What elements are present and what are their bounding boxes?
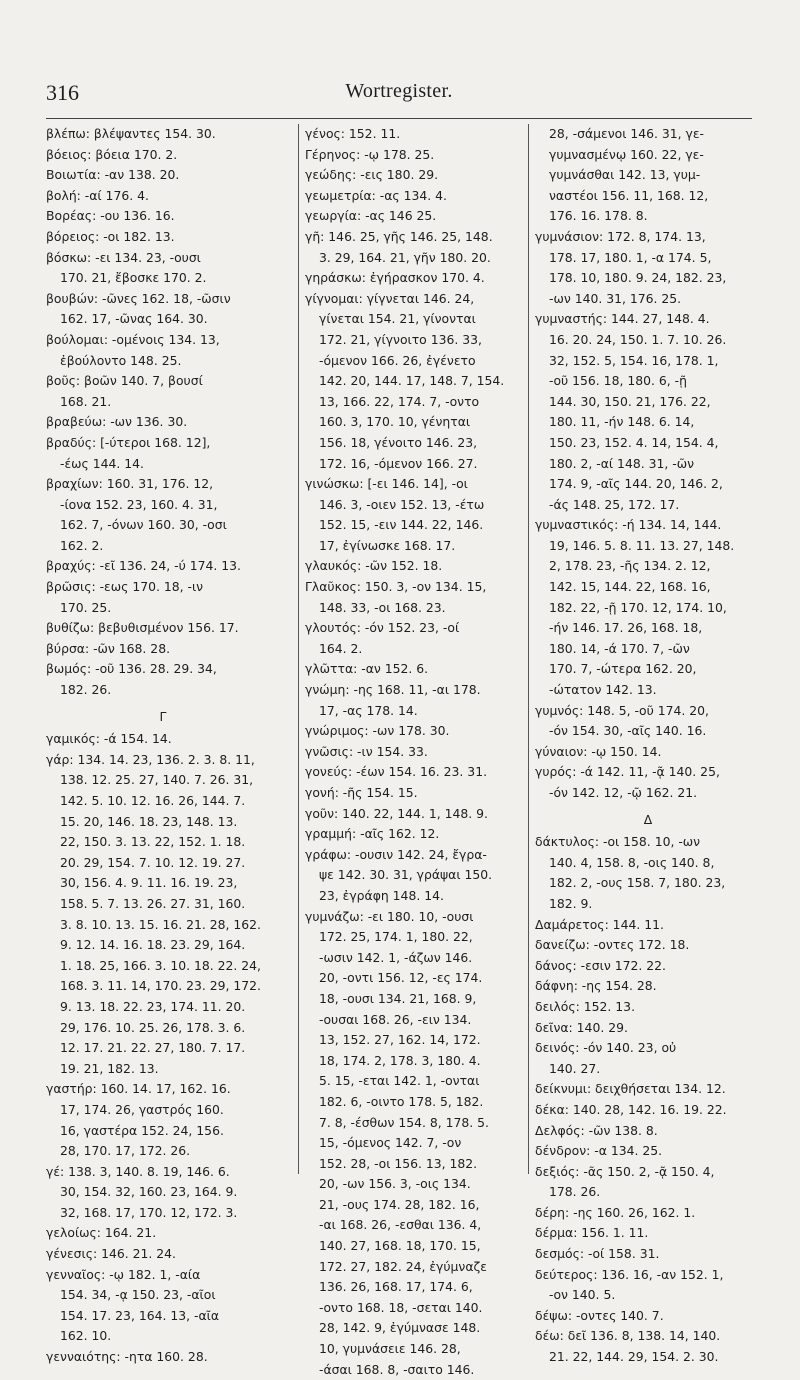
entry-line: 28, 142. 9, ἐγύμνασε 148. [319, 1320, 481, 1336]
entry-line: γελοίως: 164. 21. [46, 1225, 157, 1241]
entry-line: γύναιον: -ῳ 150. 14. [535, 743, 662, 759]
entry-line: -ήν 146. 17. 26, 168. 18, [549, 620, 703, 636]
entry-line: 146. 3, -οιεν 152. 13, -έτω [319, 496, 485, 512]
entry-line: δεξιός: -ᾶς 150. 2, -ᾷ 150. 4, [535, 1163, 715, 1179]
entry-line: 15, -όμενος 142. 7, -ον [319, 1135, 462, 1151]
entry-line: 142. 15, 144. 22, 168. 16, [549, 579, 711, 595]
entry-line: βυθίζω: βεβυθισμένον 156. 17. [46, 620, 239, 636]
entry-line: -ώτατον 142. 13. [549, 682, 657, 698]
entry-line: βύρσα: -ῶν 168. 28. [46, 640, 171, 656]
entry-line: βραχίων: 160. 31, 176. 12, [46, 476, 214, 492]
entry-line: γενναιότης: -ητα 160. 28. [46, 1349, 208, 1365]
entry-line: 158. 5. 7. 13. 26. 27. 31, 160. [60, 895, 246, 911]
entry-line: -όν 154. 30, -αῖς 140. 16. [549, 723, 707, 739]
entry-line: γεωμετρία: -ας 134. 4. [305, 187, 447, 203]
entry-line: 180. 11, -ήν 148. 6. 14, [549, 414, 695, 430]
entry-line: γάρ: 134. 14. 23, 136. 2. 3. 8. 11, [46, 751, 255, 767]
entry-line: 23, ἐγράφη 148. 14. [319, 887, 444, 903]
entry-line: δάνος: -εσιν 172. 22. [535, 957, 666, 973]
entry-line: -άσαι 168. 8, -σαιτο 146. [319, 1361, 475, 1377]
entry-line: 7. 8, -έσθων 154. 8, 178. 5. [319, 1114, 489, 1130]
entry-line: 170. 25. [60, 599, 112, 615]
entry-line: δεῖνα: 140. 29. [535, 1019, 628, 1035]
entry-line: -οντο 168. 18, -σεται 140. [319, 1299, 483, 1315]
entry-line: γοῦν: 140. 22, 144. 1, 148. 9. [305, 805, 488, 821]
entry-line: γλῶττα: -αν 152. 6. [305, 661, 429, 677]
entry-line: γλαυκός: -ῶν 152. 18. [305, 558, 443, 574]
entry-line: 180. 2, -αί 148. 31, -ῶν [549, 455, 694, 471]
entry-line: βόσκω: -ει 134. 23, -ουσι [46, 249, 201, 265]
column-3-entries-after [535, 832, 761, 1367]
entry-line: γονή: -ῆς 154. 15. [305, 785, 418, 800]
entry-line: 16, γαστέρα 152. 24, 156. [60, 1122, 224, 1138]
entry-line: βραβεύω: -ων 136. 30. [46, 414, 188, 430]
entry-line: 144. 30, 150. 21, 176. 22, [549, 393, 711, 409]
entry-line: 178. 10, 180. 9. 24, 182. 23, [549, 270, 727, 286]
entry-line: 182. 26. [60, 682, 112, 698]
header-rule [46, 118, 752, 119]
entry-line: 140. 4, 158. 8, -οις 140. 8, [549, 854, 715, 870]
running-title: Wortregister. [345, 80, 453, 102]
entry-line: 19. 21, 182. 13. [60, 1060, 159, 1076]
entry-line: 172. 27, 182. 24, ἐγύμναζε [319, 1258, 487, 1274]
entry-line: βολή: -αί 176. 4. [46, 187, 149, 203]
entry-line: 30, 156. 4. 9. 11. 16. 19. 23, [60, 875, 238, 891]
entry-line: γενναῖος: -ῳ 182. 1, -αία [46, 1266, 201, 1282]
entry-line: Γλαῦκος: 150. 3, -ον 134. 15, [305, 579, 487, 595]
entry-line: γένεσις: 146. 21. 24. [46, 1246, 176, 1262]
entry-line: δάφνη: -ης 154. 28. [535, 978, 657, 994]
entry-line: 20, -ων 156. 3, -οις 134. [319, 1176, 471, 1192]
entry-line: 148. 33, -οι 168. 23. [319, 599, 446, 615]
column-1 [46, 124, 280, 1368]
entry-line: γλουτός: -όν 152. 23, -οί [305, 620, 460, 636]
entry-line: γεώδης: -εις 180. 29. [305, 167, 439, 183]
entry-line: 9. 13. 18. 22. 23, 174. 11. 20. [60, 998, 246, 1014]
entry-line: 17, ἐγίνωσκε 168. 17. [319, 537, 456, 553]
entry-line: 140. 27, 168. 18, 170. 15, [319, 1238, 481, 1254]
entry-line: βοῦς: βοῶν 140. 7, βουσί [46, 373, 203, 389]
entry-line: 172. 21, γίγνοιτο 136. 33, [319, 331, 482, 347]
column-3 [528, 124, 761, 1365]
entry-line: Δαμάρετος: 144. 11. [535, 916, 664, 932]
entry-line: 13, 166. 22, 174. 7, -οντο [319, 393, 480, 409]
entry-line: βραδύς: [-ύτεροι 168. 12], [46, 434, 211, 450]
entry-line: Βοιωτία: -αν 138. 20. [46, 167, 180, 183]
entry-line: 28, 170. 17, 172. 26. [60, 1143, 191, 1159]
entry-line: -ουσαι 168. 26, -ειν 134. [319, 1011, 472, 1027]
entry-line: 150. 23, 152. 4. 14, 154. 4, [549, 434, 719, 450]
entry-line: 142. 5. 10. 12. 16. 26, 144. 7. [60, 793, 246, 808]
entry-line: βόρειος: -οι 182. 13. [46, 228, 175, 244]
entry-line: ἐβούλοντο 148. 25. [60, 352, 182, 368]
entry-line: -ωσιν 142. 1, -άζων 146. [319, 949, 473, 965]
entry-line: -αι 168. 26, -εσθαι 136. 4, [319, 1217, 482, 1233]
entry-line: γινώσκω: [-ει 146. 14], -οι [305, 476, 468, 492]
entry-line: γυρός: -ά 142. 11, -ᾷ 140. 25, [535, 764, 720, 780]
entry-line: 152. 28, -οι 156. 13, 182. [319, 1155, 478, 1171]
entry-line: 13, 152. 27, 162. 14, 172. [319, 1032, 481, 1048]
entry-line: 21. 22, 144. 29, 154. 2. 30. [549, 1349, 719, 1365]
entry-line: γονεύς: -έων 154. 16. 23. 31. [305, 764, 488, 780]
entry-line: γαμικός: -ά 154. 14. [46, 731, 172, 747]
entry-line: 10, γυμνάσειε 146. 28, [319, 1341, 461, 1357]
entry-line: 18, 174. 2, 178. 3, 180. 4. [319, 1052, 481, 1068]
entry-line: 180. 14, -ά 170. 7, -ῶν [549, 640, 690, 656]
entry-line: 176. 16. 178. 8. [549, 208, 648, 224]
entry-line: 182. 9. [549, 895, 593, 911]
entry-line: 178. 17, 180. 1, -α 174. 5, [549, 249, 712, 265]
entry-line: 3. 29, 164. 21, γῆν 180. 20. [319, 249, 491, 265]
entry-line: ναστέοι 156. 11, 168. 12, [549, 187, 709, 203]
entry-line: δεύτερος: 136. 16, -αν 152. 1, [535, 1266, 724, 1282]
entry-line: 30, 154. 32, 160. 23, 164. 9. [60, 1184, 238, 1200]
entry-line: 162. 10. [60, 1328, 112, 1344]
entry-line: δέρμα: 156. 1. 11. [535, 1225, 649, 1241]
entry-line: γραμμή: -αῖς 162. 12. [305, 826, 440, 842]
column-1-entries-after [46, 729, 280, 1367]
entry-line: 3. 8. 10. 13. 15. 16. 21. 28, 162. [60, 916, 261, 932]
column-2-entries [305, 124, 531, 1380]
entry-line: 15. 20, 146. 18. 23, 148. 13. [60, 813, 238, 829]
entry-line: δεσμός: -οί 158. 31. [535, 1246, 660, 1262]
entry-line: 168. 21. [60, 393, 112, 409]
entry-line: 174. 9, -αῖς 144. 20, 146. 2, [549, 476, 723, 492]
entry-line: 156. 18, γένοιτο 146. 23, [319, 434, 478, 450]
entry-line: γνώμη: -ης 168. 11, -αι 178. [305, 682, 481, 698]
entry-line: 20, -οντι 156. 12, -ες 174. [319, 970, 483, 986]
entry-line: -όν 142. 12, -ῷ 162. 21. [549, 785, 698, 800]
entry-line: 1. 18. 25, 166. 3. 10. 18. 22. 24, [60, 957, 261, 973]
entry-line: δέψω: -οντες 140. 7. [535, 1307, 664, 1323]
entry-line: 168. 3. 11. 14, 170. 23. 29, 172. [60, 978, 261, 994]
entry-line: βουβών: -ῶνες 162. 18, -ῶσιν [46, 290, 231, 306]
entry-line: δανείζω: -οντες 172. 18. [535, 937, 690, 953]
entry-line: 182. 2, -ους 158. 7, 180. 23, [549, 875, 726, 891]
entry-line: 170. 7, -ώτερα 162. 20, [549, 661, 697, 677]
entry-line: γυμνασμένῳ 160. 22, γε- [549, 146, 704, 162]
entry-line: 162. 7, -όνων 160. 30, -οσι [60, 517, 227, 533]
entry-line: 2, 178. 23, -ῆς 134. 2. 12, [549, 558, 711, 574]
entry-line: δάκτυλος: -οι 158. 10, -ων [535, 834, 701, 850]
entry-line: γέ: 138. 3, 140. 8. 19, 146. 6. [46, 1163, 230, 1179]
entry-line: -άς 148. 25, 172. 17. [549, 496, 680, 512]
entry-line: δείκνυμι: δειχθήσεται 134. 12. [535, 1081, 726, 1097]
entry-line: βραχύς: -εῖ 136. 24, -ύ 174. 13. [46, 558, 241, 574]
entry-line: 22, 150. 3. 13. 22, 152. 1. 18. [60, 834, 246, 850]
entry-line: 178. 26. [549, 1184, 601, 1200]
entry-line: 16. 20. 24, 150. 1. 7. 10. 26. [549, 331, 727, 347]
entry-line: γυμναστικός: -ή 134. 14, 144. [535, 517, 722, 533]
entry-line: 154. 34, -ᾳ 150. 23, -αῖοι [60, 1287, 216, 1303]
entry-line: γῆ: 146. 25, γῆς 146. 25, 148. [305, 228, 493, 244]
entry-line: 142. 20, 144. 17, 148. 7, 154. [319, 373, 505, 389]
entry-line: 164. 2. [319, 640, 363, 656]
column-3-entries [535, 124, 761, 804]
column-2 [298, 124, 531, 1377]
entry-line: βόειος: βόεια 170. 2. [46, 146, 178, 162]
entry-line: 28, -σάμενοι 146. 31, γε- [549, 126, 705, 141]
entry-line: 172. 16, -όμενον 166. 27. [319, 455, 478, 471]
letter-heading-delta: Δ [643, 811, 653, 827]
entry-line: γίνεται 154. 21, γίνονται [319, 311, 476, 327]
entry-line: 17, 174. 26, γαστρός 160. [60, 1101, 224, 1117]
entry-line: 5. 15, -εται 142. 1, -ονται [319, 1073, 480, 1089]
entry-line: 12. 17. 21. 22. 27, 180. 7. 17. [60, 1040, 246, 1056]
entry-line: δένδρον: -α 134. 25. [535, 1143, 663, 1159]
entry-line: γεωργία: -ας 146 25. [305, 208, 437, 224]
entry-line: βούλομαι: -ομένοις 134. 13, [46, 331, 220, 347]
entry-line: 152. 15, -ειν 144. 22, 146. [319, 517, 484, 533]
page-number: 316 [46, 80, 79, 105]
entry-line: δέκα: 140. 28, 142. 16. 19. 22. [535, 1101, 727, 1117]
letter-heading-gamma: Γ [159, 708, 167, 724]
entry-line: 154. 17. 23, 164. 13, -αῖα [60, 1307, 219, 1323]
entry-line: -έως 144. 14. [60, 455, 144, 471]
entry-line: -οῦ 156. 18, 180. 6, -ῇ [549, 373, 687, 389]
entry-line: 17, -ας 178. 14. [319, 702, 418, 718]
entry-line: 29, 176. 10. 25. 26, 178. 3. 6. [60, 1019, 246, 1035]
entry-line: γηράσκω: ἐγήρασκον 170. 4. [305, 270, 485, 286]
entry-line: 138. 12. 25. 27, 140. 7. 26. 31, [60, 772, 254, 788]
entry-line: δειλός: 152. 13. [535, 998, 636, 1014]
entry-line: γένος: 152. 11. [305, 126, 401, 141]
entry-line: δέω: δεῖ 136. 8, 138. 14, 140. [535, 1328, 721, 1344]
entry-line: γνῶσις: -ιν 154. 33. [305, 743, 428, 759]
entry-line: 172. 25, 174. 1, 180. 22, [319, 929, 473, 945]
entry-line: 182. 22, -ῇ 170. 12, 174. 10, [549, 599, 727, 615]
entry-line: γνώριμος: -ων 178. 30. [305, 723, 450, 739]
entry-line: ψε 142. 30. 31, γράψαι 150. [319, 867, 493, 883]
entry-line: 170. 21, ἔβοσκε 170. 2. [60, 270, 207, 286]
entry-line: γίγνομαι: γίγνεται 146. 24, [305, 290, 475, 306]
entry-line: 21, -ους 174. 28, 182. 16, [319, 1196, 480, 1212]
entry-line: 20. 29, 154. 7. 10. 12. 19. 27. [60, 854, 246, 870]
page-header [46, 80, 752, 110]
entry-line: βωμός: -οῦ 136. 28. 29. 34, [46, 661, 217, 677]
entry-line: Βορέας: -ου 136. 16. [46, 208, 175, 224]
entry-line: 32, 152. 5, 154. 16, 178. 1, [549, 352, 719, 368]
entry-line: βλέπω: βλέψαντες 154. 30. [46, 126, 216, 141]
entry-line: 160. 3, 170. 10, γένηται [319, 414, 471, 430]
entry-line: 32, 168. 17, 170. 12, 172. 3. [60, 1204, 238, 1220]
entry-line: γράφω: -ουσιν 142. 24, ἔγρα- [305, 846, 487, 862]
entry-line: δέρη: -ης 160. 26, 162. 1. [535, 1204, 696, 1220]
column-1-entries [46, 124, 280, 701]
entry-line: γυμναστής: 144. 27, 148. 4. [535, 311, 710, 327]
entry-line: -όμενον 166. 26, ἐγένετο [319, 352, 476, 368]
entry-line: γυμνάσθαι 142. 13, γυμ- [549, 167, 701, 183]
entry-line: γαστήρ: 160. 14. 17, 162. 16. [46, 1081, 231, 1097]
entry-line: 19, 146. 5. 8. 11. 13. 27, 148. [549, 537, 735, 553]
entry-line: 9. 12. 14. 16. 18. 23. 29, 164. [60, 937, 246, 953]
entry-line: 162. 17, -ῶνας 164. 30. [60, 311, 208, 327]
entry-line: -ίονα 152. 23, 160. 4. 31, [60, 496, 218, 512]
entry-line: γυμνάζω: -ει 180. 10, -ουσι [305, 908, 474, 924]
entry-line: 182. 6, -οιντο 178. 5, 182. [319, 1093, 484, 1109]
entry-line: Γέρηνος: -ῳ 178. 25. [305, 146, 435, 162]
entry-line: γυμνός: 148. 5, -οῦ 174. 20, [535, 702, 709, 718]
entry-line: 136. 26, 168. 17, 174. 6, [319, 1279, 473, 1295]
entry-line: δεινός: -όν 140. 23, οὐ [535, 1040, 677, 1056]
entry-line: -ων 140. 31, 176. 25. [549, 290, 682, 306]
entry-line: Δελφός: -ῶν 138. 8. [535, 1122, 658, 1138]
entry-line: -ον 140. 5. [549, 1287, 616, 1303]
entry-line: 162. 2. [60, 537, 104, 553]
entry-line: 140. 27. [549, 1060, 601, 1076]
entry-line: βρῶσις: -εως 170. 18, -ιν [46, 579, 204, 595]
entry-line: 18, -ουσι 134. 21, 168. 9, [319, 990, 477, 1006]
entry-line: γυμνάσιον: 172. 8, 174. 13, [535, 228, 706, 244]
